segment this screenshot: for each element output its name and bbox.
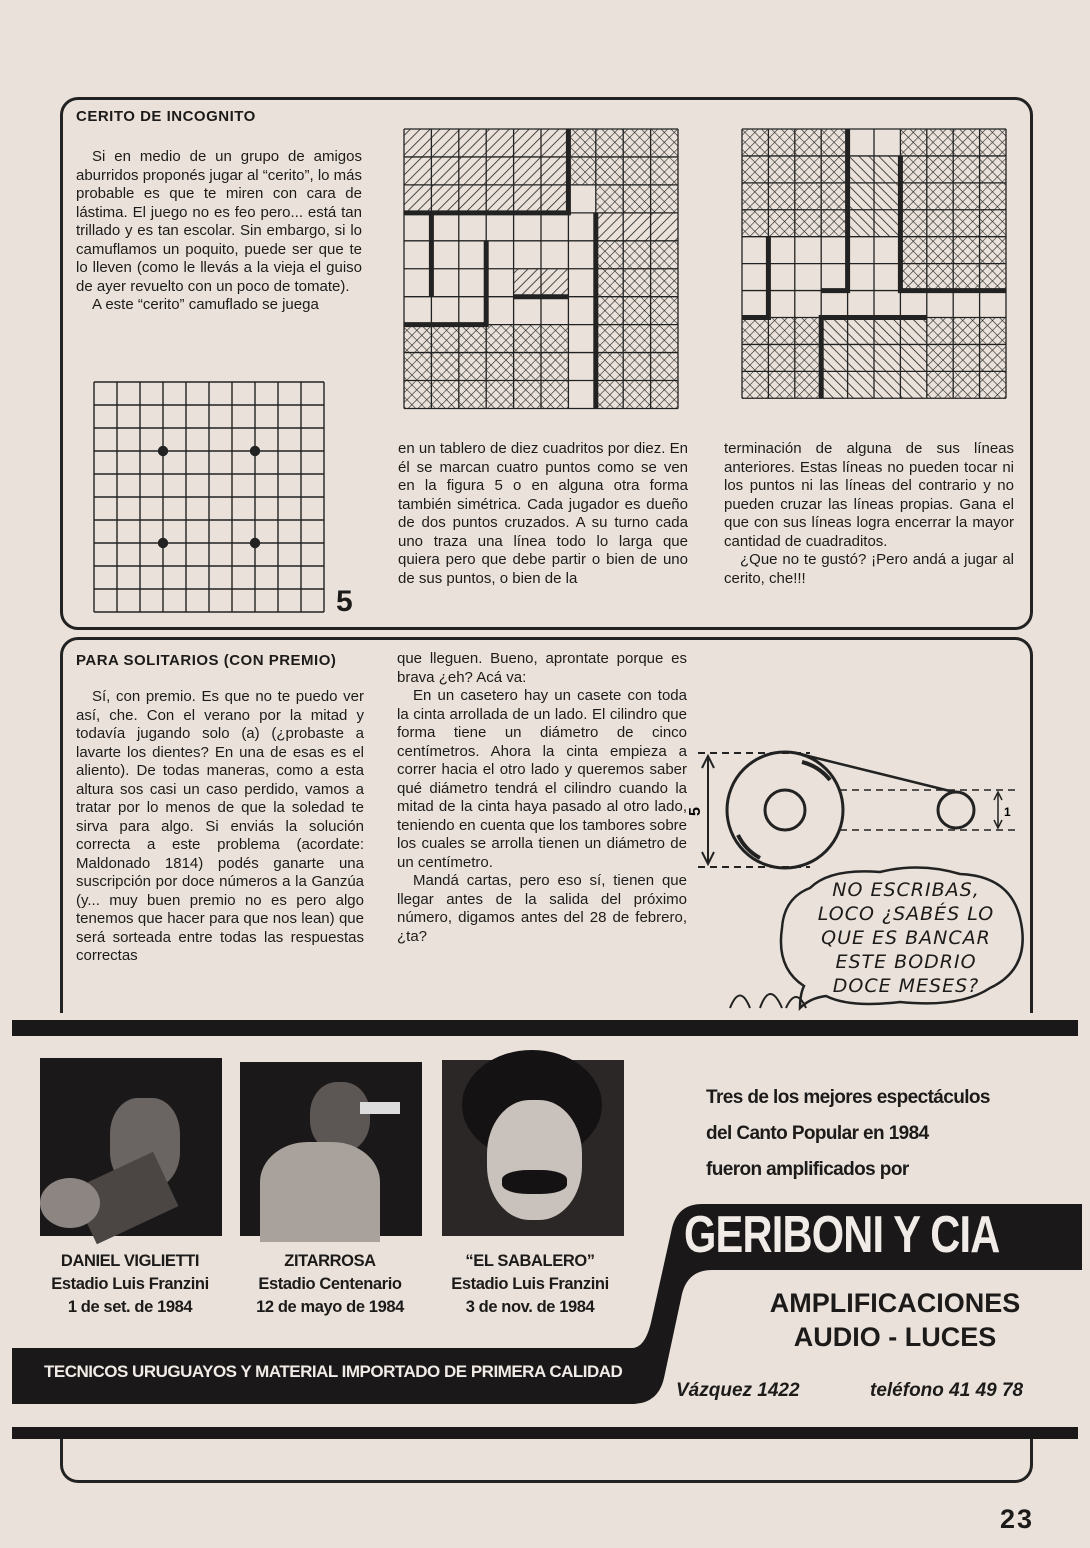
bubble-line-4: ESTE BODRIO bbox=[835, 951, 977, 973]
ad-top-rule bbox=[12, 1020, 1078, 1036]
sabalero-date: 3 de nov. de 1984 bbox=[465, 1298, 595, 1316]
ad-headline-2: del Canto Popular en 1984 bbox=[706, 1123, 929, 1144]
viglietti-artist: DANIEL VIGLIETTI bbox=[60, 1252, 200, 1270]
solitarios-col1-text: Sí, con premio. Es que no te puedo ver así, che. Con el verano por la mitad y todavía jugando solo (a) (¿probaste a lavarte los dientes? En una de esas es el aliento). De todas maneras, como a esta altura sos casi un caso perdido, vamos a tratar por lo menos de que la soledad te sirva para algo. Si enviás la solución correcta a este problema (acordate: Maldonado 1814) podés ganarte una suscripción por doce números a la Ganzúa (y... muy buen premio no es pero algo tenemos que hacer para que nos lean) que será sorteada entre todas las respuestas correctas bbox=[76, 688, 364, 964]
board-dot bbox=[159, 539, 168, 548]
cerito-col3-end: ¿Que no te gustó? ¡Pero andá a jugar al cerito, che!!! bbox=[724, 551, 1014, 587]
cerito-col2 bbox=[398, 440, 688, 588]
bottom-frame bbox=[60, 1439, 1033, 1483]
viglietti-date: 1 de set. de 1984 bbox=[67, 1298, 193, 1316]
diagram-label-small: 1 bbox=[1004, 805, 1011, 819]
solitarios-col2-p1: que lleguen. Bueno, aprontate porque es brava ¿eh? Acá va: bbox=[397, 650, 687, 686]
page-number: 23 bbox=[1000, 1504, 1035, 1534]
diagram-label-big: 5 bbox=[687, 807, 704, 816]
cerito-col1-p1: Si en medio de un grupo de amigos aburridos proponés jugar al “cerito”, lo más probable es que te miren con cara de lástima. El juego no es feo pero... está tan trillado y es tan escolar. Sin embargo, si lo camuflamos un poquito, puede ser que te lo lleven (como le llevás a la vieja el guiso de ayer revuelto con un poco de tomate). bbox=[76, 148, 362, 295]
cerito-col1 bbox=[76, 148, 362, 315]
board-region bbox=[596, 213, 678, 241]
bubble-line-2: LOCO ¿SABÉS LO bbox=[817, 903, 995, 925]
cerito-col1-p2: A este “cerito” camuflado se juega bbox=[92, 296, 319, 313]
cerito-col3 bbox=[724, 440, 1014, 588]
sabalero-venue: Estadio Luis Franzini bbox=[451, 1275, 609, 1293]
zitarrosa-date: 12 de mayo de 1984 bbox=[256, 1298, 404, 1316]
cerito-col3-text: terminación de alguna de sus líneas anteriores. Estas líneas no pueden tocar ni los puntos ni las líneas del contrario y no pueden cruzar las líneas propias. Gana el que con sus líneas logra encerrar la mayor cantidad de cuadraditos. bbox=[724, 440, 1014, 550]
board-region bbox=[596, 185, 678, 213]
bubble-line-5: DOCE MESES? bbox=[832, 975, 980, 997]
cerito-title: CERITO DE INCOGNITO bbox=[76, 108, 256, 125]
player-line bbox=[404, 241, 486, 325]
service-2: AUDIO - LUCES bbox=[793, 1322, 997, 1352]
zitarrosa-artist: ZITARROSA bbox=[284, 1252, 376, 1270]
ad-headline-3: fueron amplificados por bbox=[706, 1159, 909, 1180]
figure-label: 5 bbox=[336, 585, 353, 618]
game-board-right bbox=[740, 127, 1008, 413]
solitarios-col2 bbox=[397, 650, 687, 946]
board-region bbox=[742, 317, 821, 398]
solitarios-col1 bbox=[76, 688, 364, 966]
bubble-line-3: QUE ES BANCAR bbox=[821, 927, 991, 949]
board-dot bbox=[159, 447, 168, 456]
ad-footer-band: TECNICOS URUGUAYOS Y MATERIAL IMPORTADO DE PRIMERA CALIDAD bbox=[44, 1362, 623, 1381]
service-1: AMPLIFICACIONES bbox=[769, 1288, 1021, 1318]
board-dot bbox=[251, 539, 260, 548]
bubble-line-1: NO ESCRIBAS, bbox=[832, 879, 980, 901]
solitarios-col2-p2: En un casetero hay un casete con toda la cinta arrollada de un lado. El cilindro que forma tiene un diámetro de cinco centímetros. Ahora la cinta empieza a correr hacia el otro lado y queremos saber qué diámetro tendrá el cilindro cuando la mitad de la cinta haya pasado al otro lado, teniendo en cuenta que los tambores sobre los cuales se arrolla tienen un diámetro de un centímetro. bbox=[397, 687, 687, 871]
brand-name: GERIBONI Y CIA bbox=[684, 1206, 1000, 1264]
cerito-col2-text: en un tablero de diez cuadritos por diez. En él se marcan cuatro puntos como se ven en la figura 5 o en alguna otra forma también simétrica. Cada jugador es dueño de dos puntos cruzados. A su turno cada uno traza una línea todo lo larga que quiera pero que debe partir o bien de uno de sus puntos, o bien de la bbox=[398, 440, 688, 587]
speech-bubble-text bbox=[796, 878, 1016, 998]
board-region bbox=[927, 317, 1006, 398]
viglietti-venue: Estadio Luis Franzini bbox=[51, 1275, 209, 1293]
sabalero-artist: “EL SABALERO” bbox=[465, 1252, 595, 1270]
player-line bbox=[742, 237, 768, 318]
ad-phone: teléfono 41 49 78 bbox=[870, 1380, 1024, 1401]
ad-headline-1: Tres de los mejores espectáculos bbox=[706, 1087, 990, 1108]
ad-services bbox=[700, 1286, 1090, 1354]
solitarios-title: PARA SOLITARIOS (CON PREMIO) bbox=[76, 652, 337, 669]
solitarios-col2-p3: Mandá cartas, pero eso sí, tienen que llegar antes de la salida del próximo número, digamos antes del 28 de febrero, ¿ta? bbox=[397, 872, 687, 945]
board-dot bbox=[251, 447, 260, 456]
zitarrosa-venue: Estadio Centenario bbox=[258, 1275, 402, 1293]
ad-bottom-rule bbox=[12, 1427, 1078, 1439]
ad-headline bbox=[706, 1080, 1046, 1188]
ad-address: Vázquez 1422 bbox=[676, 1380, 800, 1401]
cerito-board-figure bbox=[92, 380, 332, 612]
game-board-left bbox=[402, 127, 680, 413]
